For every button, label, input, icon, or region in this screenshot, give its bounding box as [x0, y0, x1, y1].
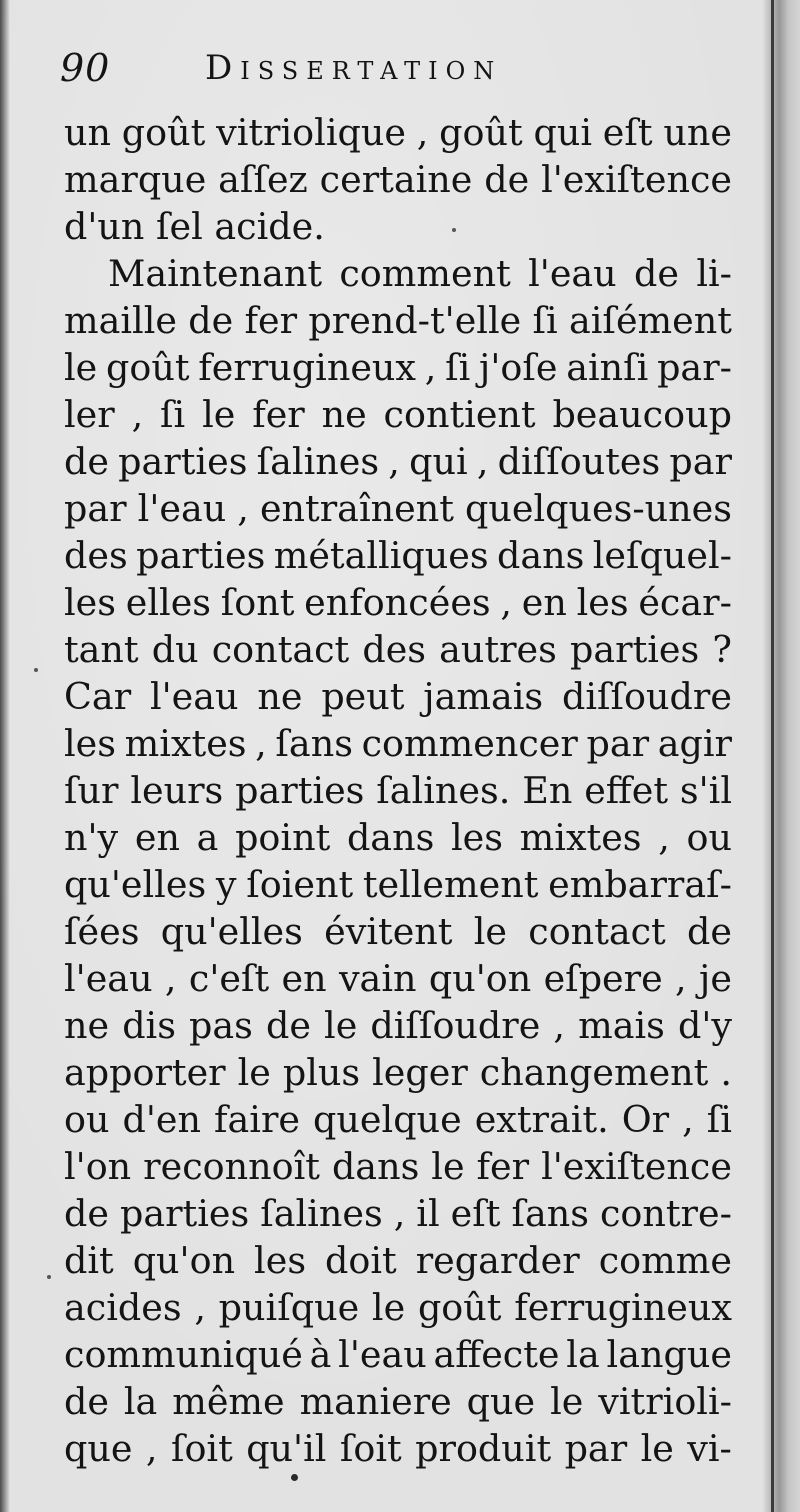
- text-line: tant du contact des autres parties ?: [64, 628, 732, 671]
- text-line: l'eau , c'eſt en vain qu'on eſpere , je: [64, 957, 732, 1000]
- text-line: marque aſſez certaine de l'exiſtence: [64, 158, 732, 201]
- running-title: Dissertation: [205, 48, 503, 88]
- text-line: n'y en a point dans les mixtes , ou: [64, 816, 732, 859]
- text-line: ne dis pas de le diſſoudre , mais d'y: [64, 1004, 732, 1047]
- text-line: ſur leurs parties ſalines. En effet s'il: [64, 769, 732, 812]
- text-line: l'on reconnoît dans le fer l'exiſtence: [64, 1145, 732, 1188]
- ink-speck: [452, 228, 456, 232]
- text-line: d'un ſel acide.: [64, 205, 325, 248]
- paragraph-start-line: Maintenant comment l'eau de li-: [108, 252, 732, 295]
- text-line: le goût ferrugineux , ſi j'oſe ainſi par-: [64, 346, 732, 389]
- text-line: ou d'en faire quelque extrait. Or , ſi: [64, 1098, 732, 1141]
- text-line: de parties ſalines , qui , diſſoutes par: [64, 440, 732, 483]
- text-line: des parties métalliques dans leſquel-: [64, 534, 732, 577]
- page-edge-line: [771, 0, 774, 1512]
- text-line: acides , puiſque le goût ferrugineux: [64, 1286, 732, 1329]
- text-line: de parties ſalines , il eſt ſans contre-: [64, 1192, 732, 1235]
- text-line: communiqué à l'eau affecte la langue: [64, 1333, 732, 1376]
- text-line: dit qu'on les doit regarder comme: [64, 1239, 732, 1282]
- text-line: par l'eau , entraînent quelques-unes: [64, 487, 732, 530]
- text-line: apporter le plus leger changement .: [64, 1051, 732, 1094]
- text-line: un goût vitriolique , goût qui eſt une: [64, 111, 732, 154]
- ink-speck: [47, 1275, 51, 1279]
- text-line: qu'elles y ſoient tellement embarraſ-: [64, 863, 732, 906]
- text-line: Car l'eau ne peut jamais diſſoudre: [64, 675, 732, 718]
- text-line: les mixtes , ſans commencer par agir: [64, 722, 732, 765]
- text-line: de la même maniere que le vitrioli-: [64, 1380, 732, 1423]
- ink-speck: [34, 668, 38, 672]
- page-edge-shadow: [762, 0, 800, 1512]
- text-line: ſées qu'elles évitent le contact de: [64, 910, 732, 953]
- body-text: [64, 109, 732, 1472]
- ink-speck: [291, 1474, 298, 1481]
- page-header: [60, 46, 760, 96]
- text-line: les elles ſont enfoncées , en les écar-: [64, 581, 732, 624]
- page-number: 90: [60, 46, 111, 90]
- text-line: maille de fer prend-t'elle ſi aiſément: [64, 299, 732, 342]
- gutter-shadow: [0, 0, 10, 1512]
- text-line: que , ſoit qu'il ſoit produit par le vi-: [64, 1427, 732, 1470]
- text-line: ler , ſi le fer ne contient beaucoup: [64, 393, 732, 436]
